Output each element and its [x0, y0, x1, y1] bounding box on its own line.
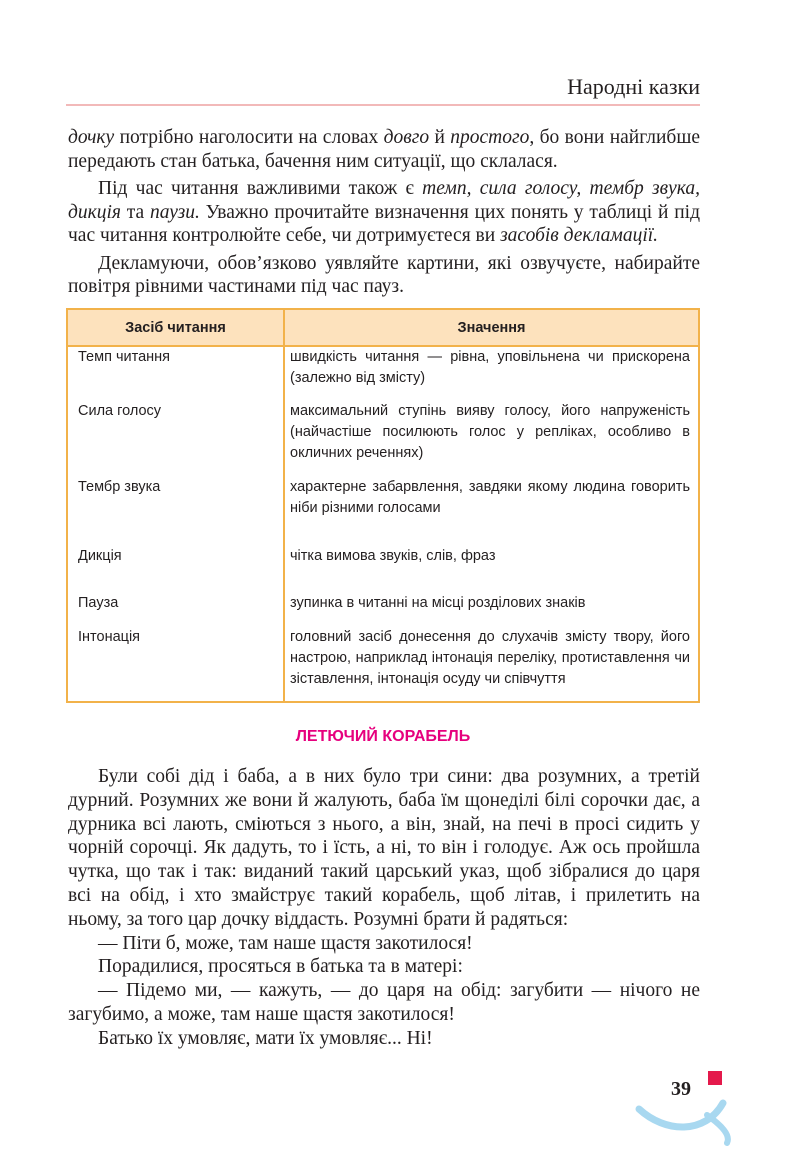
table-cell-term: Інтонація	[78, 629, 141, 645]
table-cell-term: Пауза	[78, 595, 119, 611]
story-title: ЛЕТЮЧИЙ КОРАБЕЛЬ	[295, 728, 471, 745]
table-column-divider	[283, 310, 285, 701]
table-cell-term: Дикція	[78, 548, 122, 564]
reading-means-table	[66, 308, 700, 703]
story-text	[68, 765, 700, 1051]
table-header-meaning: Значення	[457, 320, 526, 336]
story-paragraph: — Підемо ми, — кажуть, — до царя на обід: загубити — нічого не загубимо, а може, там наше щастя закотилося!	[68, 980, 700, 1025]
header-rule	[66, 104, 700, 106]
text-run: й	[429, 127, 451, 148]
emphasized-text: довго	[383, 127, 430, 148]
text-run: потрібно наголосити на словах	[114, 127, 384, 148]
table-cell-definition: максимальний ступінь вияву голосу, його напруженість (найчастіше посилюють голос у репліках, особливо в окличних реченнях)	[290, 403, 690, 461]
emphasized-text: паузи.	[149, 201, 200, 223]
text-run: Уважно прочитайте визначення цих понять у таблиці й під час читання контролюйте себе, чи дотримуєтеся ви	[68, 201, 700, 246]
story-paragraph: — Піти б, може, там наше щастя закотилося!	[98, 932, 473, 954]
text-run: , бо вони найглибше передають стан батька, бачення ним ситуації, що склалася.	[68, 127, 701, 172]
page-marker-square	[708, 1071, 722, 1085]
intro-paragraph	[68, 252, 700, 299]
table-cell-definition: характерне забарвлення, завдяки якому людина говорить ніби різними голосами	[290, 479, 690, 516]
story-paragraph: Батько їх умовляє, мати їх умовляє... Ні!	[98, 1027, 433, 1049]
table-cell-definition: чітка вимова звуків, слів, фраз	[290, 548, 496, 564]
text-run: та	[120, 201, 150, 223]
table-cell-definition: зупинка в читанні на місці розділових знаків	[290, 595, 586, 611]
text-run: Під час читання важливими також є	[98, 178, 423, 199]
table-cell-term: Темп читання	[78, 349, 171, 365]
section-title: Народні казки	[567, 74, 700, 99]
intro-text	[68, 126, 700, 299]
emphasized-text: простого	[450, 127, 530, 148]
story-paragraph: Порадилися, просяться в батька та в матері:	[98, 956, 463, 978]
table-cell-term: Сила голосу	[78, 403, 162, 419]
table-cell-definition: швидкість читання — рівна, уповільнена чи прискорена (залежно від змісту)	[290, 349, 690, 386]
decorative-swirl-icon	[635, 1085, 745, 1147]
table-cell-definition: головний засіб донесення до слухачів змісту твору, його настрою, наприклад інтонація переліку, протиставлення чи зіставлення, інтонація осуду чи співчуття	[290, 629, 690, 687]
table-header-row	[68, 310, 698, 347]
story-paragraph: Були собі дід і баба, а в них було три сини: два розумних, а третій дурний. Розумних же вони й жалують, баба їм щонеділі білі сорочки дає, а дурника всі лають, сміються з нього, а він, знай, на печі в просі сидить у чорній сорочці. Як дадуть, то і їсть, а ні, то він і голодує. Аж ось пройшла чутка, що так і так: виданий такий царський указ, щоб зібралися до царя всі на обід, і хто змайструє такий корабель, щоб літав, і прилетить на ньому, за того цар дочку віддасть. Розумні брати й радяться:	[68, 766, 700, 930]
intro-paragraph	[68, 126, 700, 173]
intro-paragraph	[68, 177, 700, 248]
text-run: Декламуючи, обов’язково уявляйте картини, які озвучуєте, набирайте повітря рівними частинами під час пауз.	[68, 252, 700, 297]
emphasized-text: дочку	[68, 127, 115, 148]
table-header-means: Засіб читання	[125, 320, 226, 336]
emphasized-text: темп, сила голосу, тембр звука, дикція	[68, 178, 700, 223]
emphasized-text: засобів декламації.	[500, 225, 659, 246]
page-number: 39	[671, 1078, 691, 1100]
table-cell-term: Тембр звука	[78, 479, 161, 495]
